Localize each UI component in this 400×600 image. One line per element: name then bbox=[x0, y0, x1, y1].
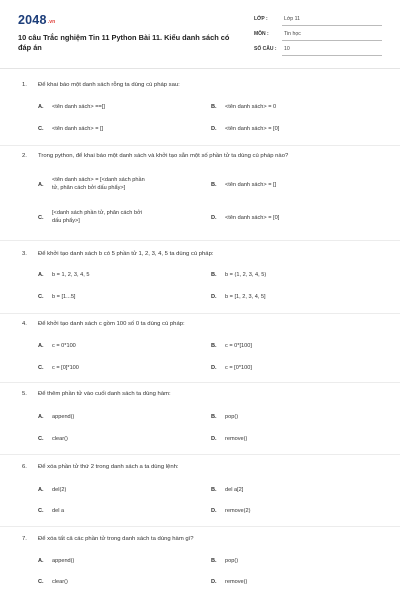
option-letter: B. bbox=[211, 487, 217, 493]
question-text bbox=[22, 250, 378, 258]
question-number: 4. bbox=[22, 321, 27, 327]
option-letter: B. bbox=[211, 558, 217, 564]
option-letter: A. bbox=[38, 343, 44, 349]
question-prompt: Trong python, để khai báo một danh sách và khởi tạo sẵn một số phần tử ta dùng cú pháp nào? bbox=[38, 153, 289, 159]
option-text: pop() bbox=[225, 414, 239, 420]
question-number: 6. bbox=[22, 464, 27, 470]
question-text bbox=[22, 320, 378, 328]
question-divider bbox=[0, 382, 400, 383]
question-text bbox=[22, 152, 378, 160]
option-letter: B. bbox=[211, 104, 217, 110]
question-number: 2. bbox=[22, 153, 27, 159]
question-number: 1. bbox=[22, 82, 27, 88]
option-text: pop() bbox=[225, 558, 239, 564]
question-divider bbox=[0, 454, 400, 455]
question-text bbox=[22, 81, 378, 89]
meta-row-subject bbox=[254, 30, 382, 42]
option-letter: C. bbox=[38, 294, 44, 300]
question-text bbox=[22, 390, 378, 398]
question-prompt: Để khởi tạo danh sách b có 5 phần tử 1, 2, 3, 4, 5 ta dùng cú pháp: bbox=[38, 251, 214, 257]
option-text: b = 1, 2, 3, 4, 5 bbox=[52, 272, 90, 278]
question-prompt: Để khởi tạo danh sách c gồm 100 số 0 ta dùng cú pháp: bbox=[38, 321, 185, 327]
site-logo[interactable] bbox=[18, 13, 55, 27]
header-divider bbox=[0, 68, 400, 69]
option-text: <tên danh sách> ==[] bbox=[52, 104, 105, 110]
question-divider bbox=[0, 240, 400, 241]
meta-label: SỐ CÂU : bbox=[254, 46, 277, 52]
option-text: <tên danh sách> = [] bbox=[225, 182, 277, 188]
option-text: clear() bbox=[52, 436, 68, 442]
option-letter: A. bbox=[38, 414, 44, 420]
meta-value: Lớp 11 bbox=[282, 15, 382, 26]
option-text: append() bbox=[52, 558, 75, 564]
option-letter: B. bbox=[211, 182, 217, 188]
option-letter: A. bbox=[38, 104, 44, 110]
option-letter: D. bbox=[211, 294, 217, 300]
option-text: append() bbox=[52, 414, 75, 420]
option-text: del a[2] bbox=[225, 487, 244, 493]
meta-label: MÔN : bbox=[254, 31, 269, 37]
question-prompt: Để thêm phần tử vào cuối danh sách ta dùng hàm: bbox=[38, 391, 171, 397]
option-text: c = 0*[100] bbox=[225, 343, 252, 349]
option-text: remove() bbox=[225, 436, 248, 442]
option-text: <tên danh sách> = [<danh sách phần tử, phân cách bởi dấu phẩy>] bbox=[52, 177, 145, 191]
option-letter: A. bbox=[38, 182, 44, 188]
document-title: 10 câu Trắc nghiệm Tin 11 Python Bài 11. Kiểu danh sách có đáp án bbox=[18, 33, 230, 52]
meta-value: Tin học bbox=[282, 30, 382, 41]
option-letter: A. bbox=[38, 487, 44, 493]
question-prompt: Để xóa tất cả các phần tử trong danh sách ta dùng hàm gì? bbox=[38, 536, 194, 542]
option-text: b = (1, 2, 3, 4, 5) bbox=[225, 272, 267, 278]
option-text: remove() bbox=[225, 579, 248, 585]
option-letter: D. bbox=[211, 365, 217, 371]
option-letter: D. bbox=[211, 126, 217, 132]
option-text: remove(2) bbox=[225, 508, 251, 514]
option-text: <tên danh sách> = [0] bbox=[225, 126, 280, 132]
meta-value: 10 bbox=[282, 45, 382, 56]
meta-row-class bbox=[254, 15, 382, 27]
meta-block bbox=[254, 15, 382, 60]
logo-text: 2048 bbox=[18, 13, 47, 27]
option-letter: B. bbox=[211, 414, 217, 420]
option-letter: B. bbox=[211, 343, 217, 349]
question-text bbox=[22, 535, 378, 543]
option-text: c = 0*100 bbox=[52, 343, 76, 349]
question-text bbox=[22, 463, 378, 471]
option-text: <tên danh sách> = [0] bbox=[225, 215, 280, 221]
option-letter: C. bbox=[38, 436, 44, 442]
question-number: 5. bbox=[22, 391, 27, 397]
option-text: clear() bbox=[52, 579, 68, 585]
option-letter: C. bbox=[38, 215, 44, 221]
option-letter: C. bbox=[38, 126, 44, 132]
option-letter: B. bbox=[211, 272, 217, 278]
option-text: del(2) bbox=[52, 487, 67, 493]
meta-row-count bbox=[254, 45, 382, 57]
option-text: b = [1, 2, 3, 4, 5] bbox=[225, 294, 266, 300]
header bbox=[0, 0, 400, 62]
option-letter: C. bbox=[38, 579, 44, 585]
option-text: <tên danh sách> = [] bbox=[52, 126, 104, 132]
option-letter: A. bbox=[38, 558, 44, 564]
option-letter: D. bbox=[211, 508, 217, 514]
option-text: c = [0*100] bbox=[225, 365, 252, 371]
option-text: del a bbox=[52, 508, 65, 514]
option-text: c = [0]*100 bbox=[52, 365, 79, 371]
logo-suffix: .vn bbox=[47, 19, 56, 25]
question-number: 3. bbox=[22, 251, 27, 257]
option-letter: C. bbox=[38, 365, 44, 371]
question-divider bbox=[0, 313, 400, 314]
option-letter: D. bbox=[211, 215, 217, 221]
option-text: [<danh sách phần tử, phân cách bởi dấu phẩy>] bbox=[52, 210, 142, 224]
option-letter: D. bbox=[211, 436, 217, 442]
option-text: b = [1...5] bbox=[52, 294, 76, 300]
question-divider bbox=[0, 526, 400, 527]
option-letter: C. bbox=[38, 508, 44, 514]
question-prompt: Để xóa phần tử thứ 2 trong danh sách a ta dùng lệnh: bbox=[38, 464, 179, 470]
option-letter: D. bbox=[211, 579, 217, 585]
question-divider bbox=[0, 145, 400, 146]
question-prompt: Để khai báo một danh sách rỗng ta dùng cú pháp sau: bbox=[38, 82, 180, 88]
meta-label: LỚP : bbox=[254, 16, 268, 22]
option-text: <tên danh sách> = 0 bbox=[225, 104, 277, 110]
option-letter: A. bbox=[38, 272, 44, 278]
question-number: 7. bbox=[22, 536, 27, 542]
